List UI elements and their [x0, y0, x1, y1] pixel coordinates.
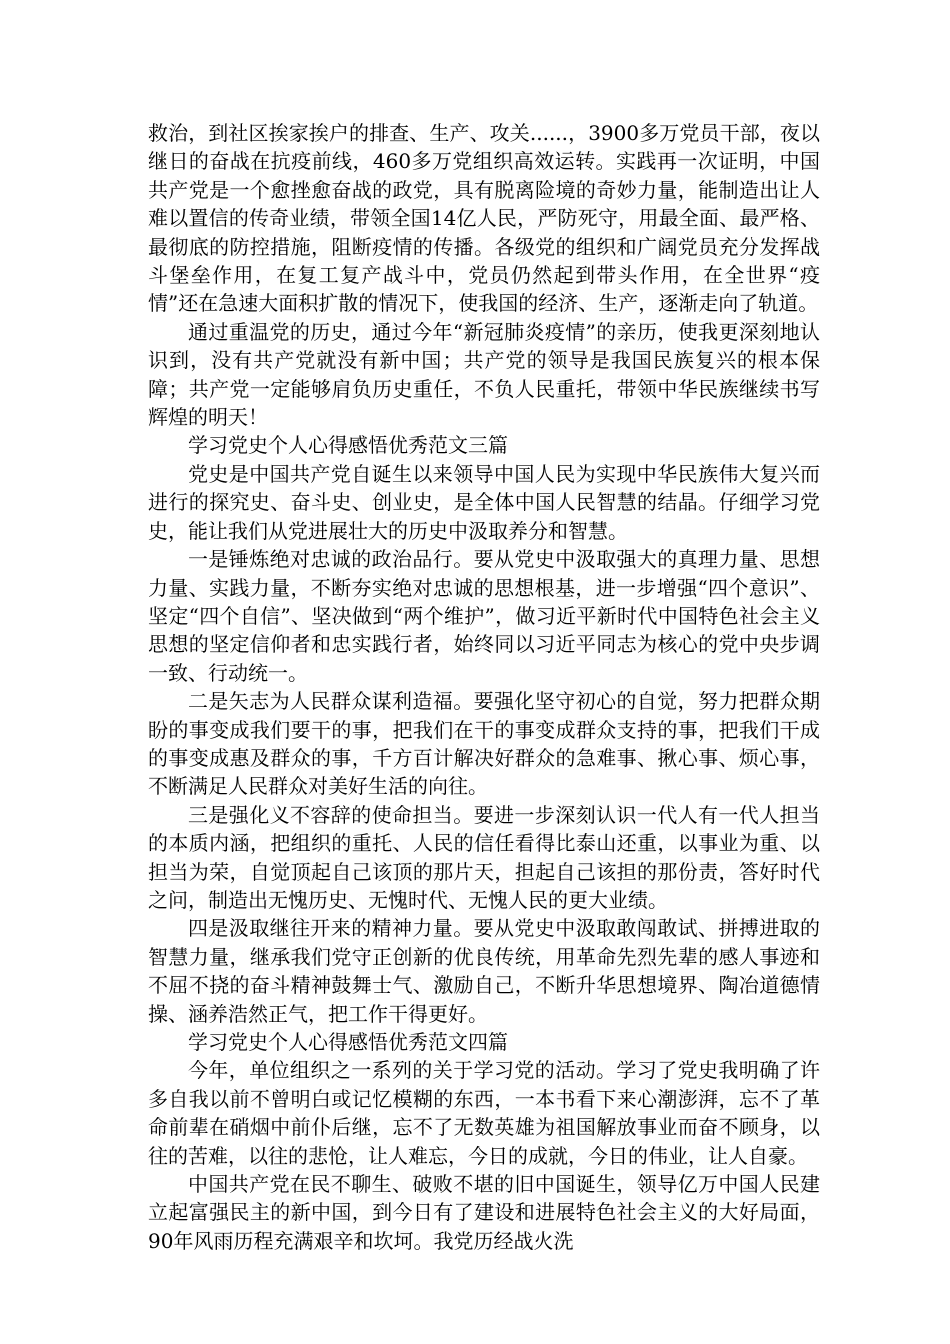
- paragraph-2: 通过重温党的历史，通过今年“新冠肺炎疫情”的亲历，使我更深刻地认识到，没有共产党就没有新中国；共产党的领导是我国民族复兴的根本保障；共产党一定能够肩负历史重任，不负人民重托，带领中华民族继续书写辉煌的明天！: [148, 319, 820, 430]
- document-body: [148, 119, 820, 1255]
- paragraph-6: 三是强化义不容辞的使命担当。要进一步深刻认识一代人有一代人担当的本质内涵，把组织的重托、人民的信任看得比泰山还重，以事业为重、以担当为荣，自觉顶起自己该顶的那片天，担起自己该担的那份责，答好时代之问，制造出无愧历史、无愧时代、无愧人民的更大业绩。: [148, 802, 820, 912]
- paragraph-8: 今年，单位组织之一系列的关于学习党的活动。学习了党史我明确了许多自我以前不曾明白或记忆模糊的东西，一本书看下来心潮澎湃，忘不了革命前辈在硝烟中前仆后继，忘不了无数英雄为祖国解放事业而奋不顾身，以往的苦难，以往的悲怆，让人难忘，今日的成就，今日的伟业，让人自豪。: [148, 1058, 820, 1168]
- section-heading-4: 学习党史个人心得感悟优秀范文四篇: [188, 1030, 508, 1054]
- paragraph-1: 救治，到社区挨家挨户的排查、生产、攻关......，3900多万党员干部，夜以继日的奋战在抗疫前线，460多万党组织高效运转。实践再一次证明，中国共产党是一个愈挫愈奋战的政党，具有脱离险境的奇妙力量，能制造出让人难以置信的传奇业绩，带领全国14亿人民，严防死守，用最全面、最严格、最彻底的防控措施，阻断疫情的传播。各级党的组织和广阔党员充分发挥战斗堡垒作用，在复工复产战斗中，党员仍然起到带头作用，在全世界“疫情”还在急速大面积扩散的情况下，使我国的经济、生产，逐渐走向了轨道。: [148, 121, 820, 316]
- paragraph-3: 党史是中国共产党自诞生以来领导中国人民为实现中华民族伟大复兴而进行的探究史、奋斗史、创业史，是全体中国人民智慧的结晶。仔细学习党史，能让我们从党进展壮大的历史中汲取养分和智慧。: [148, 461, 820, 543]
- paragraph-4: 一是锤炼绝对忠诚的政治品行。要从党史中汲取强大的真理力量、思想力量、实践力量，不断夯实绝对忠诚的思想根基，进一步增强“四个意识”、坚定“四个自信”、坚决做到“两个维护”，做习近平新时代中国特色社会主义思想的坚定信仰者和忠实践行者，始终同以习近平同志为核心的党中央步调一致、行动统一。: [148, 547, 820, 685]
- paragraph-7: 四是汲取继往开来的精神力量。要从党史中汲取敢闯敢试、拼搏进取的智慧力量，继承我们党守正创新的优良传统，用革命先烈先辈的感人事迹和不屈不挠的奋斗精神鼓舞士气、激励自己，不断升华思想境界、陶冶道德情操、涵养浩然正气，把工作干得更好。: [148, 916, 820, 1026]
- section-heading-3: 学习党史个人心得感悟优秀范文三篇: [188, 433, 508, 458]
- paragraph-5: 二是矢志为人民群众谋利造福。要强化坚守初心的自觉，努力把群众期盼的事变成我们要干的事，把我们在干的事变成群众支持的事，把我们干成的事变成惠及群众的事，千方百计解决好群众的急难事、揪心事、烦心事，不断满足人民群众对美好生活的向往。: [148, 689, 820, 799]
- paragraph-9: 中国共产党在民不聊生、破败不堪的旧中国诞生，领导亿万中国人民建立起富强民主的新中国，到今日有了建设和进展特色社会主义的大好局面，90年风雨历程充满艰辛和坎坷。我党历经战火洗: [148, 1172, 820, 1253]
